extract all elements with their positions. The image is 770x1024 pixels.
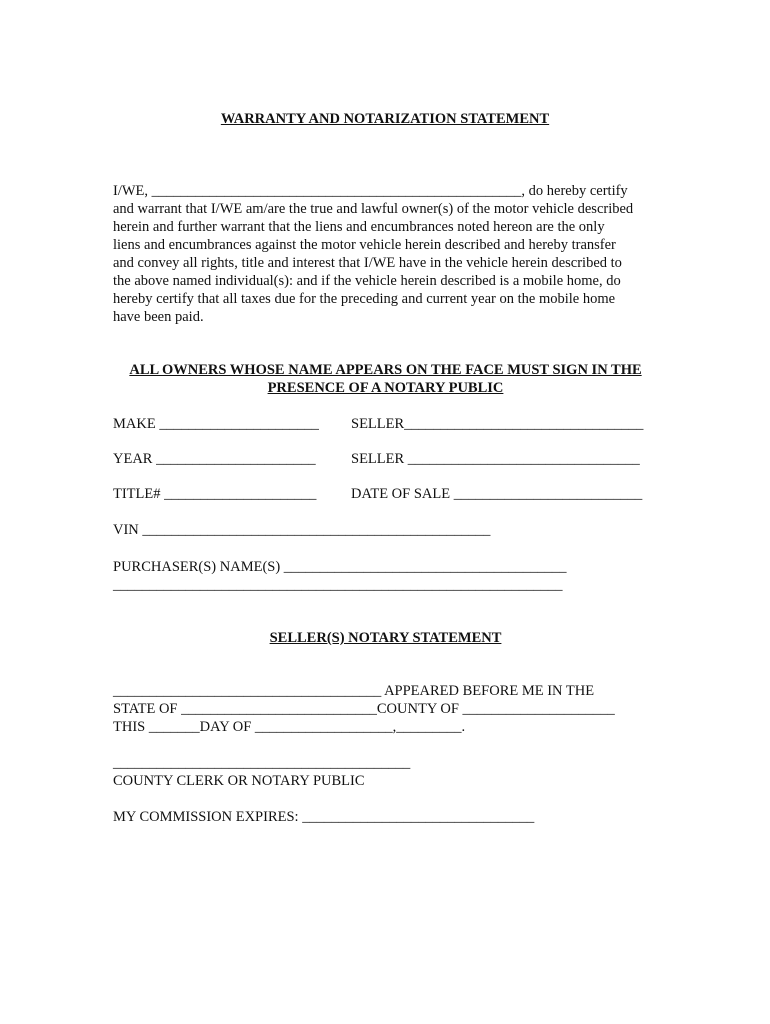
commission-expires-field[interactable]: MY COMMISSION EXPIRES: ________________________________ bbox=[113, 809, 535, 825]
county-clerk-label: COUNTY CLERK OR NOTARY PUBLIC bbox=[113, 773, 365, 789]
certification-line: herein and further warrant that the liens and encumbrances noted hereon are the only bbox=[113, 219, 605, 235]
make-field[interactable]: MAKE ______________________ bbox=[113, 416, 319, 432]
document-title: WARRANTY AND NOTARIZATION STATEMENT bbox=[220, 111, 550, 127]
certification-line: liens and encumbrances against the motor vehicle herein described and hereby transfer bbox=[113, 237, 616, 253]
certification-line: the above named individual(s): and if the vehicle herein described is a mobile home, do bbox=[113, 273, 621, 289]
state-county-line[interactable]: STATE OF ___________________________COUNTY OF _____________________ bbox=[113, 701, 615, 717]
owners-notice-line: ALL OWNERS WHOSE NAME APPEARS ON THE FACE MUST SIGN IN THE bbox=[129, 362, 642, 378]
year-field[interactable]: YEAR ______________________ bbox=[113, 451, 316, 467]
this-day-line[interactable]: THIS _______DAY OF ___________________,_________. bbox=[113, 719, 466, 735]
certification-line: I/WE, ___________________________________________________, do hereby certify bbox=[113, 183, 628, 199]
owners-notice-line: PRESENCE OF A NOTARY PUBLIC bbox=[267, 380, 504, 396]
title-number-field[interactable]: TITLE# _____________________ bbox=[113, 486, 317, 502]
certification-paragraph bbox=[113, 182, 673, 326]
certification-line: hereby certify that all taxes due for the preceding and current year on the mobile home bbox=[113, 291, 616, 307]
purchaser-names-field[interactable]: PURCHASER(S) NAME(S) _______________________________________ bbox=[113, 559, 567, 575]
notary-statement-heading: SELLER(S) NOTARY STATEMENT bbox=[269, 630, 502, 646]
certification-line: and warrant that I/WE am/are the true and lawful owner(s) of the motor vehicle described bbox=[113, 201, 634, 217]
owners-notice-heading bbox=[113, 361, 658, 397]
certification-line: have been paid. bbox=[113, 309, 204, 325]
seller-field-1[interactable]: SELLER_________________________________ bbox=[351, 416, 644, 432]
notary-signature-line[interactable]: _________________________________________ bbox=[113, 755, 411, 771]
certification-line: and convey all rights, title and interest that I/WE have in the vehicle herein described to bbox=[113, 255, 622, 271]
date-of-sale-field[interactable]: DATE OF SALE __________________________ bbox=[351, 486, 643, 502]
vin-field[interactable]: VIN ________________________________________________ bbox=[113, 522, 491, 538]
appeared-before-line[interactable]: _____________________________________ APPEARED BEFORE ME IN THE bbox=[113, 683, 595, 699]
purchaser-names-continuation[interactable]: ______________________________________________________________ bbox=[113, 577, 563, 593]
seller-field-2[interactable]: SELLER ________________________________ bbox=[351, 451, 640, 467]
